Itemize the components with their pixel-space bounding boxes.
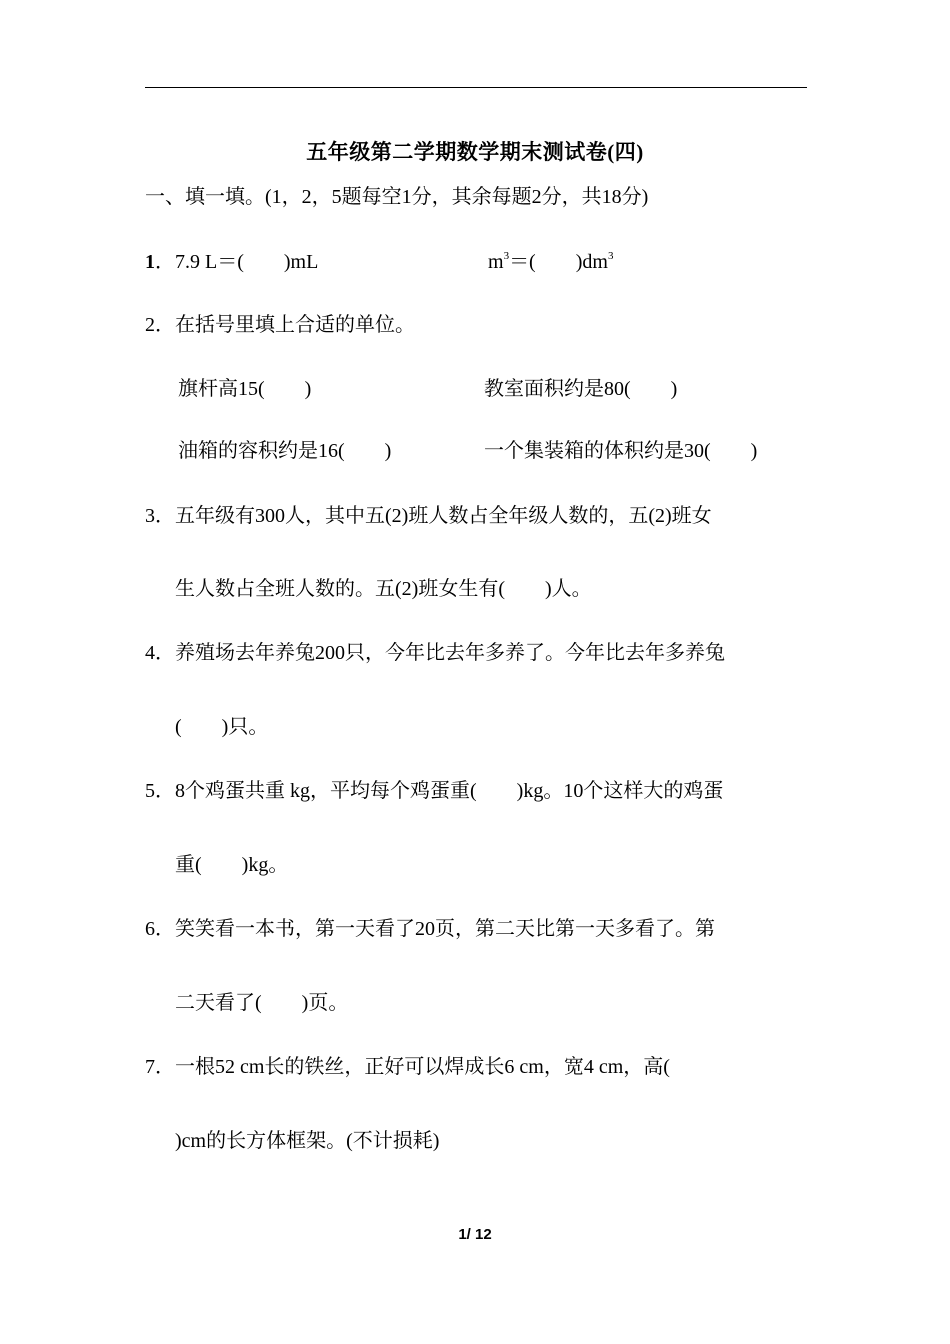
question-3-line1: 3．五年级有300人，其中五(2)班人数占全年级人数的，五(2)班女 [145, 505, 712, 527]
question-5-line2: 重( )kg。 [175, 854, 289, 876]
question-1-b-mid: ＝( )dm [509, 251, 608, 273]
question-1-b-sup1: 3 [503, 250, 510, 262]
page-number: 1/ 12 [458, 1226, 492, 1243]
question-5-line1: 5．8个鸡蛋共重 kg，平均每个鸡蛋重( )kg。10个这样大的鸡蛋 [145, 780, 724, 802]
header-rule [145, 87, 807, 88]
question-6-line1: 6．笑笑看一本书，第一天看了20页，第二天比第一天多看了。第 [145, 918, 715, 940]
question-7-line1: 7．一根52 cm长的铁丝，正好可以焊成长6 cm，宽4 cm，高( [145, 1056, 670, 1078]
question-2-d: 一个集装箱的体积约是30( ) [484, 440, 758, 462]
question-7-line2: )cm的长方体框架。(不计损耗) [175, 1130, 440, 1152]
question-4-line2: ( )只。 [175, 716, 269, 738]
question-2-a: 旗杆高15( ) [178, 378, 312, 400]
question-1-part-a: ．7.9 L＝( )mL [155, 251, 319, 273]
question-1-b [488, 249, 613, 275]
question-1-b-unit: m [488, 251, 504, 273]
question-2: 2．在括号里填上合适的单位。 [145, 314, 415, 336]
question-1-b-sup2: 3 [607, 250, 614, 262]
question-2-b: 教室面积约是80( ) [484, 378, 678, 400]
section-heading: 一、填一填。(1，2，5题每空1分，其余每题2分，共18分) [145, 186, 649, 208]
question-4-line1: 4．养殖场去年养兔200只，今年比去年多养了。今年比去年多养兔 [145, 642, 725, 664]
question-2-c: 油箱的容积约是16( ) [178, 440, 392, 462]
page-title: 五年级第二学期数学期末测试卷(四) [306, 140, 644, 164]
question-3-line2: 生人数占全班人数的。五(2)班女生有( )人。 [175, 578, 592, 600]
question-1-number: 1 [145, 251, 155, 273]
question-1-a [145, 249, 318, 275]
question-6-line2: 二天看了( )页。 [175, 992, 349, 1014]
